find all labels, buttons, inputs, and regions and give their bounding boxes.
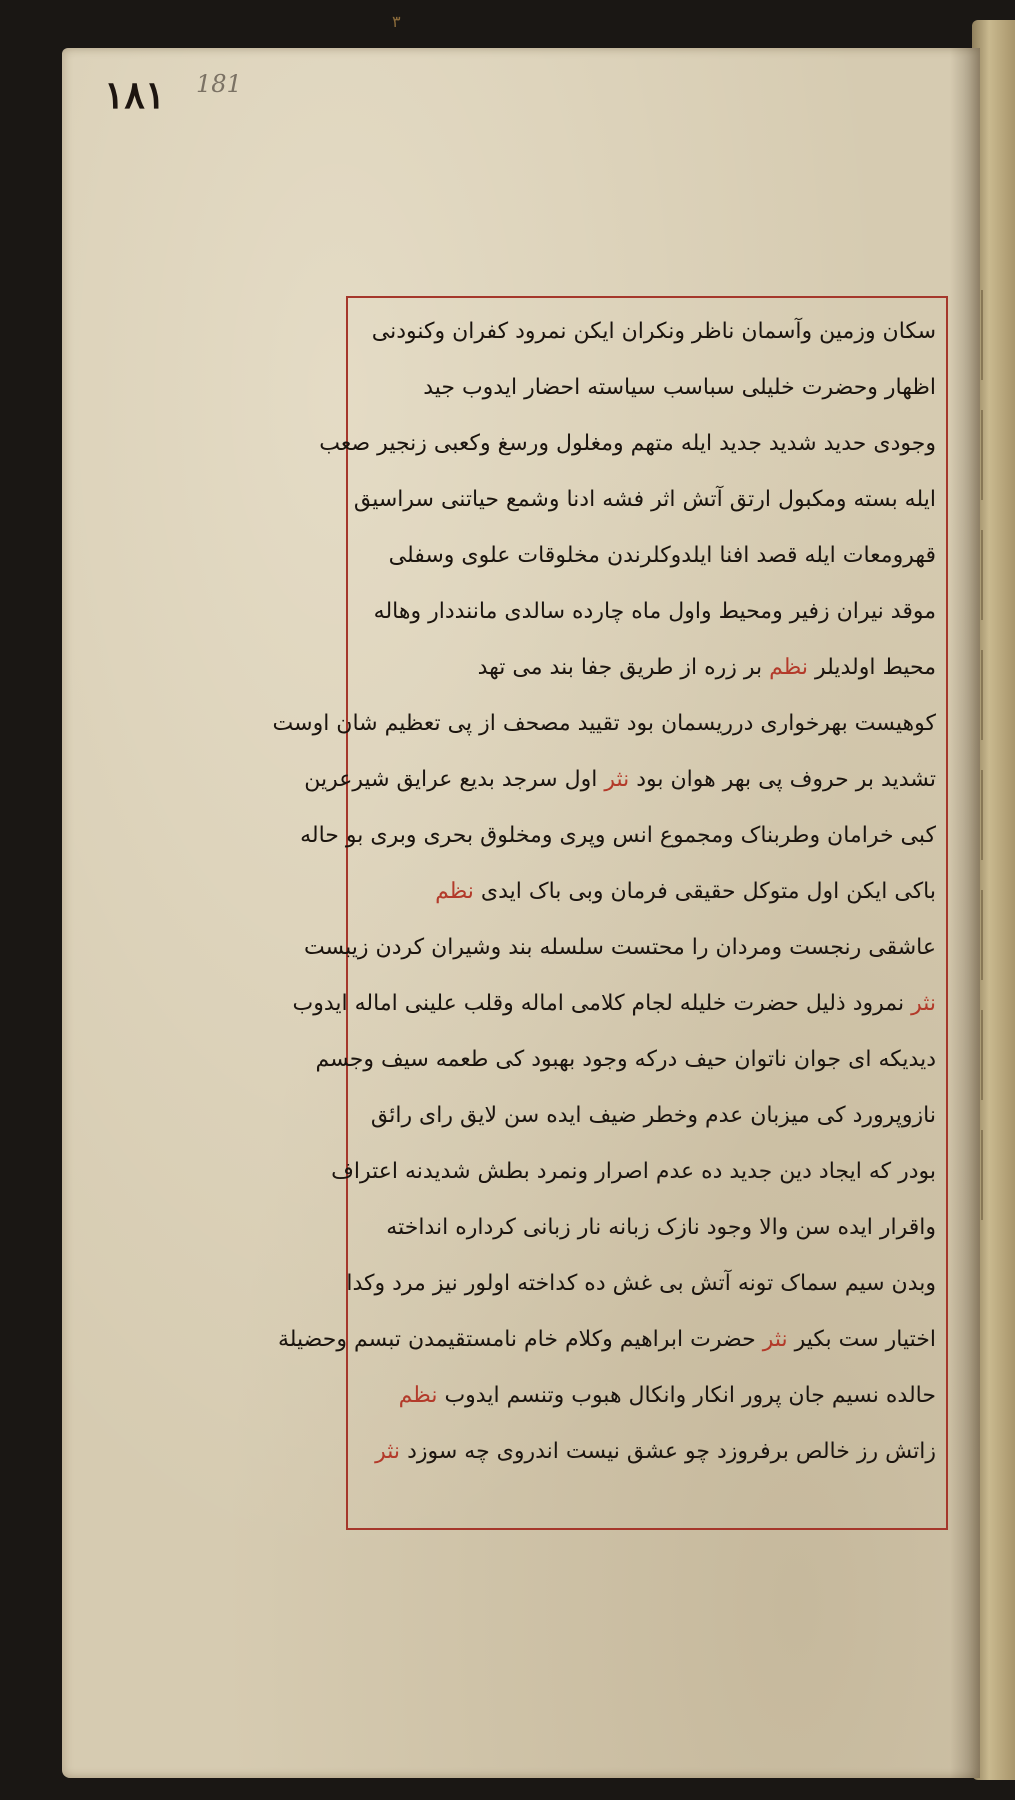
text-line: نثر نمرود ذلیل حضرت خلیله لجام کلامی اماله وقلب علینی اماله ایدوب xyxy=(292,991,936,1016)
top-mark: ٣ xyxy=(392,12,401,31)
rubric: نثر xyxy=(604,767,630,792)
folio-number-pencil: 181 xyxy=(196,70,242,98)
text-line: بودر که ایجاد دین جدید ده عدم اصرار ونمرد بطش شدیدنه اعتراف xyxy=(331,1159,936,1184)
text-line: اختیار ست بکیر نثر حضرت ابراهیم وکلام خام نامستقیمدن تبسم وحضیلة xyxy=(277,1327,936,1352)
text-line: باکی ایکن اول متوکل حقیقی فرمان وبی باک ایدی نظم xyxy=(435,879,936,904)
text-block xyxy=(272,304,936,1480)
text-line: حالده نسیم جان پرور انکار وانکال هبوب وتنسم ایدوب نظم xyxy=(398,1383,936,1408)
margin-notes-next-leaf xyxy=(975,260,1013,1460)
text-line: موقد نیران زفیر ومحیط واول ماه چارده سالدی ماننددار وهاله xyxy=(373,599,936,624)
text-line: دیدیکه ای جوان ناتوان حیف درکه وجود بهبود کی طعمه سیف وجسم xyxy=(315,1047,936,1072)
rubric: نظم xyxy=(398,1383,438,1408)
text-line: وجودی حدید شدید جدید ایله متهم ومغلول ورسغ وکعبی زنجیر صعب xyxy=(319,431,936,456)
rubric: نثر xyxy=(375,1439,401,1464)
text-line: کبی خرامان وطربناک ومجموع انس وپری ومخلوق بحری وبری بو حاله xyxy=(300,823,936,848)
text-line: اظهار وحضرت خلیلی سباسب سیاسته احضار ایدوب جید xyxy=(423,375,936,400)
text-line: قهرومعات ایله قصد افنا ایلدوکلرندن مخلوقات علوی وسفلی xyxy=(388,543,936,568)
text-line: زاتش رز خالص برفروزد چو عشق نیست اندروی چه سوزد نثر xyxy=(375,1439,936,1464)
folio-number-ink: ١٨١ xyxy=(104,72,166,117)
text-line: کوهیست بهرخواری درریسمان بود تقیید مصحف از پی تعظیم شان اوست xyxy=(272,711,936,736)
rubric: نثر xyxy=(762,1327,788,1352)
text-line: عاشقی رنجست ومردان را محتست سلسله بند وشیران کردن زیبست xyxy=(303,935,936,960)
text-line: نازوپرورد کی میزبان عدم وخطر ضیف ایده سن لایق رای رائق xyxy=(370,1103,936,1128)
text-line: واقرار ایده سن والا وجود نازک زبانه نار زبانی کرداره انداخته xyxy=(386,1215,936,1240)
text-line: تشدید بر حروف پی بهر هوان بود نثر اول سرجد بدیع عرایق شیرعرین xyxy=(304,767,936,792)
text-line: ایله بسته ومکبول ارتق آتش اثر فشه ادنا وشمع حیاتنی سراسیق xyxy=(353,487,936,512)
text-line: محیط اولدیلر نظم بر زره از طریق جفا بند می تهد xyxy=(477,655,936,680)
rubric: نظم xyxy=(769,655,808,680)
rubric: نظم xyxy=(435,879,474,904)
text-line: وبدن سیم سماک تونه آتش بی غش ده کداخته اولور نیز مرد وکدا xyxy=(346,1271,936,1296)
text-line: سکان وزمین وآسمان ناظر ونکران ایکن نمرود کفران وکنودنی xyxy=(371,319,936,344)
rubric: نثر xyxy=(911,991,936,1016)
